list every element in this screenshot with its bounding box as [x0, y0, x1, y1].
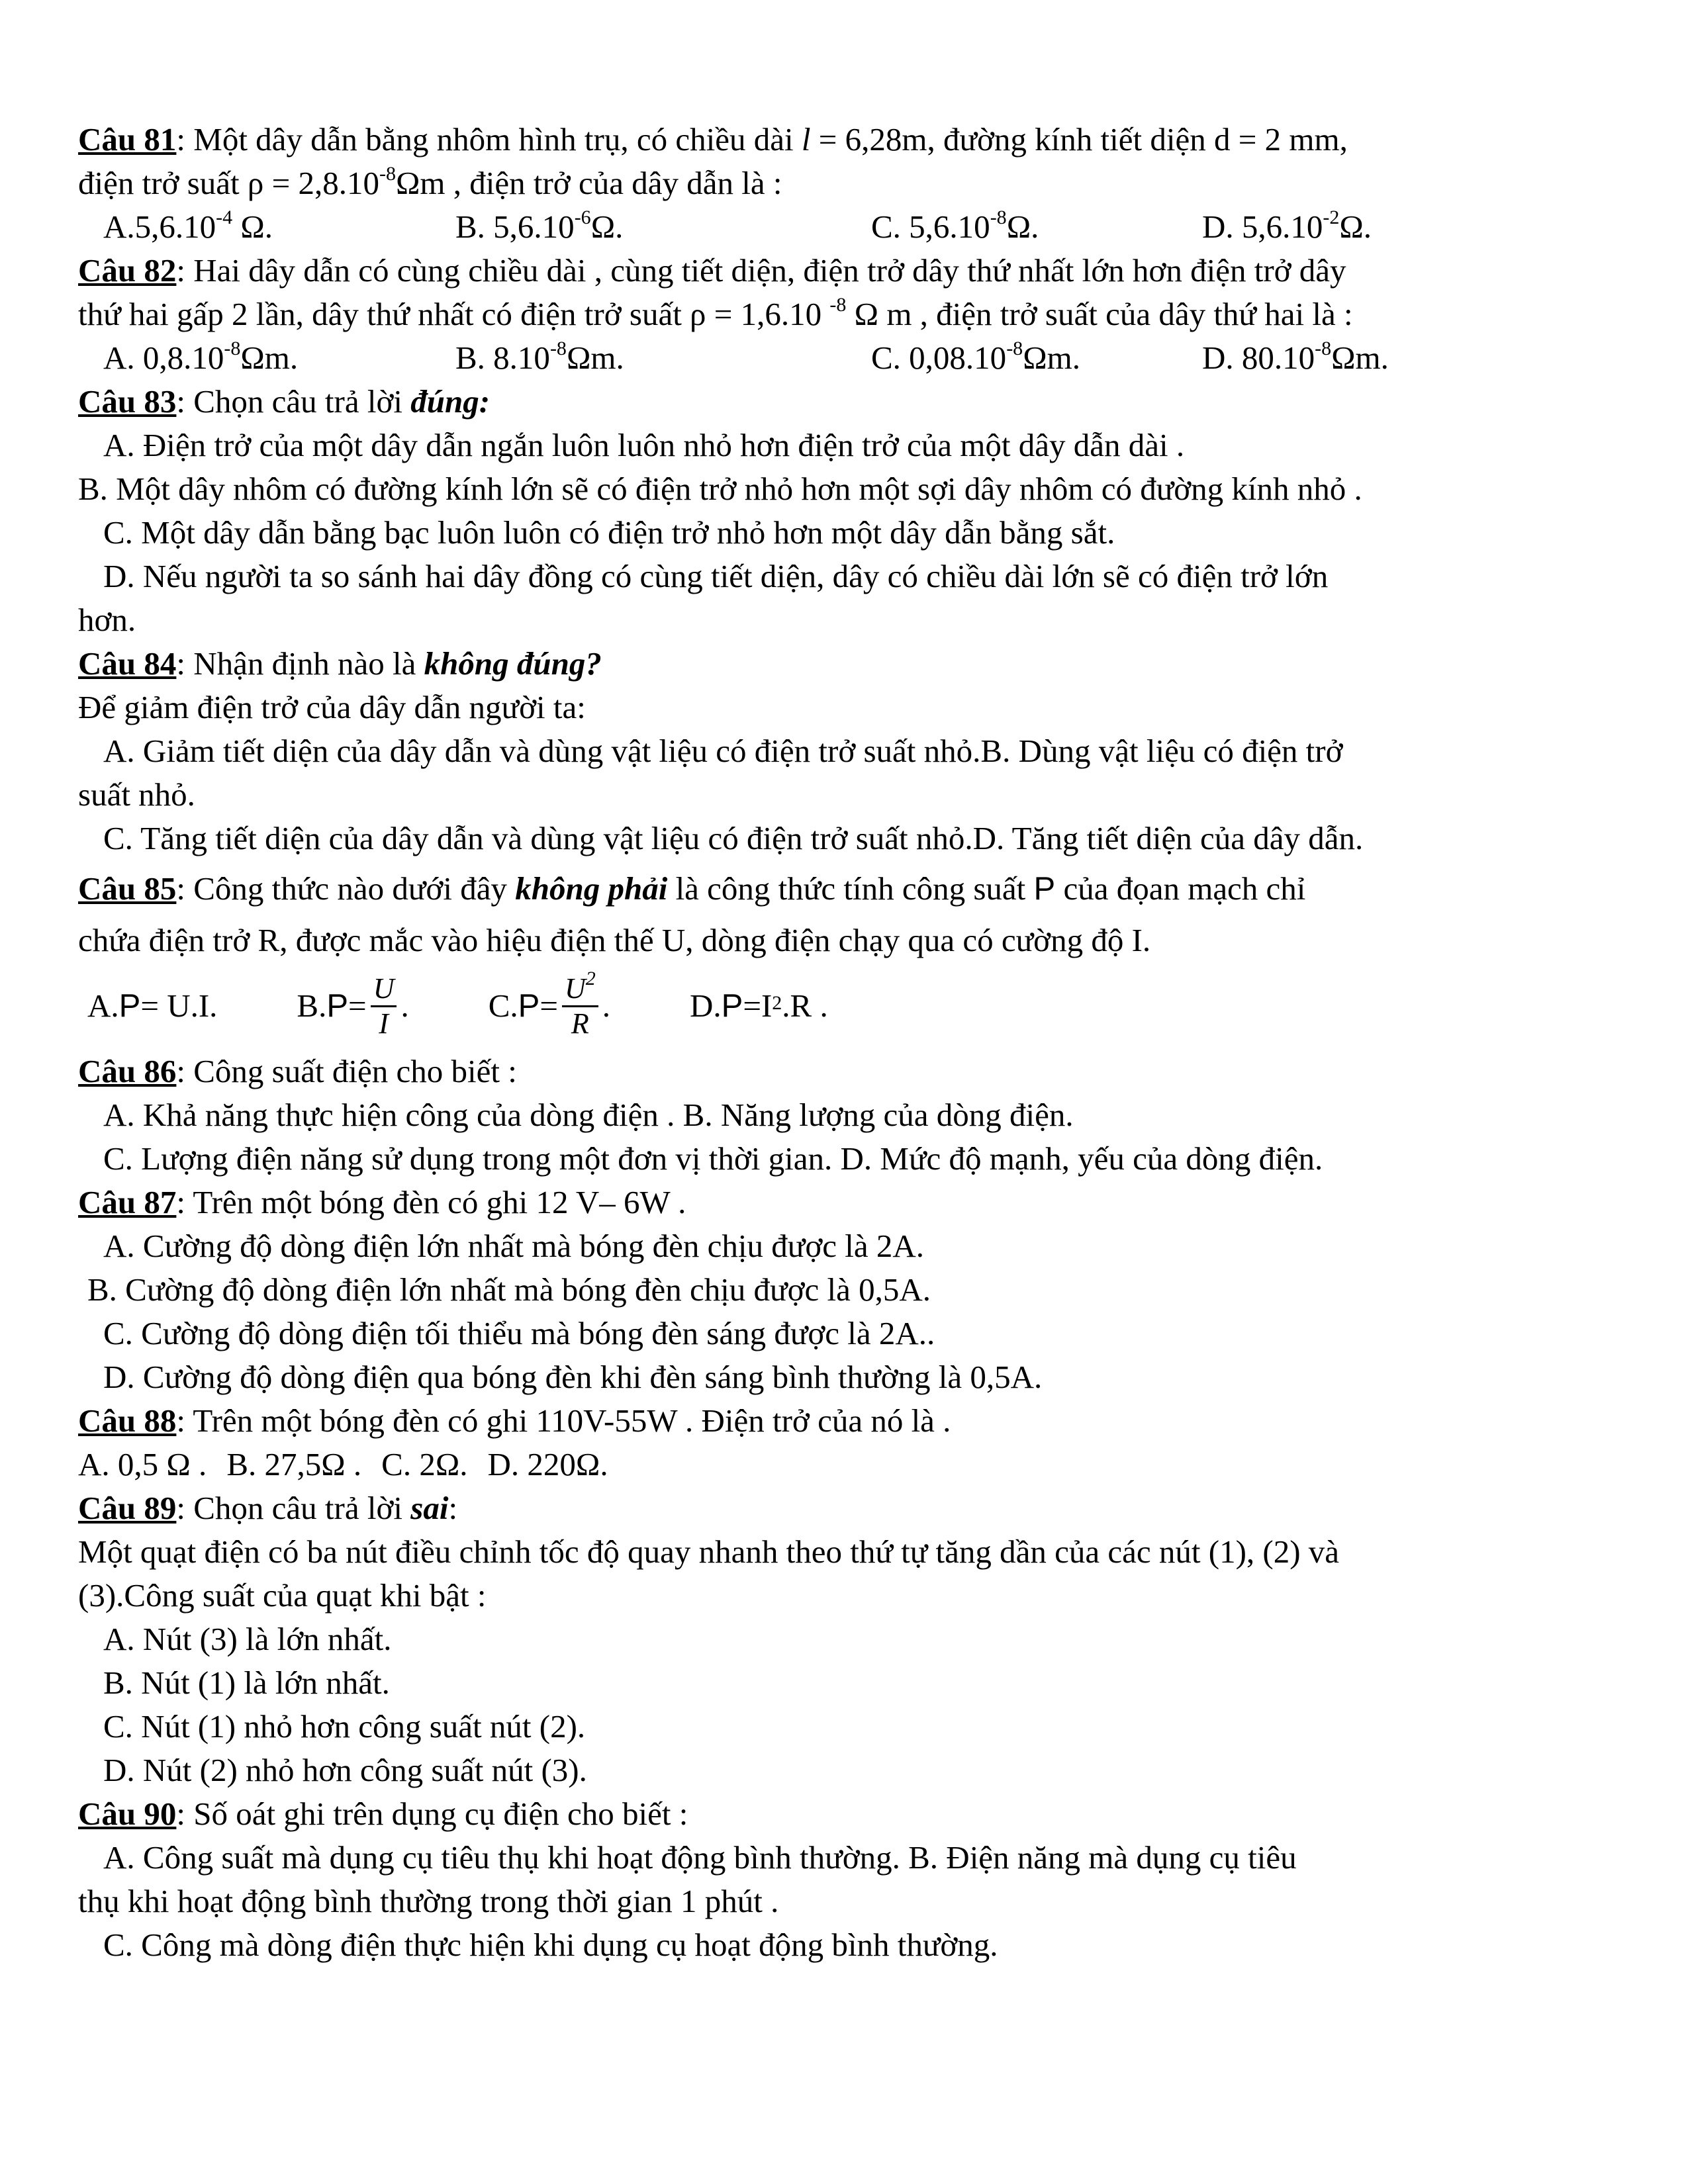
question-83-option-b: B. Một dây nhôm có đường kính lớn sẽ có điện trở nhỏ hơn một sợi dây nhôm có đường kính nhỏ .: [78, 471, 1362, 507]
question-81-option-d: D. $5,6.10^{-2}\Omega$.: [1202, 206, 1372, 245]
question-87-option-c: C. Cường độ dòng điện tối thiểu mà bóng đèn sáng được là 2A..: [103, 1315, 935, 1351]
question-85-stem-line-2: chứa điện trở R, được mắc vào hiệu điện thế U, dòng điện chạy qua có cường độ I.: [78, 922, 1151, 958]
question-83-option-d: D. Nếu người ta so sánh hai dây đồng có cùng tiết diện, dây có chiều dài lớn sẽ có điện trở lớn: [103, 558, 1329, 594]
question-82-option-c: C. $0,08.10^{-8}\Omega m$.: [871, 337, 1080, 376]
question-81-options: [78, 205, 1615, 249]
question-89-intro: Một quạt điện có ba nút điều chỉnh tốc độ quay nhanh theo thứ tự tăng dần của các nút (1), (2) và: [78, 1533, 1340, 1570]
question-88-option-b: B. 27,5Ω .: [226, 1446, 362, 1482]
question-82-option-b: B. $8.10^{-8}\Omega m$.: [455, 337, 624, 376]
question-81-option-c: C. $5,6.10^{-8}\Omega$.: [871, 206, 1039, 245]
question-81-stem-line-1: Câu 81: Một dây dẫn bằng nhôm hình trụ, có chiều dài l = 6,28m, đường kính tiết diện d = 2 mm,: [78, 121, 1348, 158]
question-85-option-a: A. P = U.I.: [87, 987, 218, 1024]
question-88-options: [78, 1443, 1615, 1486]
question-84-options-ab-cont: suất nhỏ.: [78, 776, 195, 813]
question-90-label: Câu 90: [78, 1796, 177, 1832]
question-84-options-cd: C. Tăng tiết diện của dây dẫn và dùng vật liệu có điện trở suất nhỏ.D. Tăng tiết diện của dây dẫn.: [103, 820, 1364, 856]
question-83-label: Câu 83: [78, 383, 177, 420]
question-90-option-c: C. Công mà dòng điện thực hiện khi dụng cụ hoạt động bình thường.: [103, 1927, 998, 1963]
fraction-u2-over-r: $\frac{U^2}{R}$: [562, 972, 598, 1040]
question-86-stem: Câu 86: Công suất điện cho biết :: [78, 1053, 517, 1089]
question-82-option-a: A. $0,8.10^{-8}\Omega m$.: [103, 337, 299, 376]
question-86-options-ab: A. Khả năng thực hiện công của dòng điện . B. Năng lượng của dòng điện.: [103, 1097, 1074, 1133]
question-88-option-d: D. 220Ω.: [487, 1446, 608, 1482]
question-90-options-ab-cont: thụ khi hoạt động bình thường trong thời gian 1 phút .: [78, 1883, 779, 1919]
question-84-label: Câu 84: [78, 645, 177, 682]
question-82-stem-line-2: thứ hai gấp 2 lần, dây thứ nhất có điện trở suất ρ = 1,6.10 $^{-8}$ Ω m , điện trở suất của dây thứ hai là :: [78, 293, 1353, 332]
question-83-option-a: A. Điện trở của một dây dẫn ngắn luôn luôn nhỏ hơn điện trở của một dây dẫn dài .: [103, 427, 1185, 463]
question-87-option-a: A. Cường độ dòng điện lớn nhất mà bóng đèn chịu được là 2A.: [103, 1228, 924, 1264]
question-89-option-b: B. Nút (1) là lớn nhất.: [103, 1664, 390, 1701]
question-83-option-d-cont: hơn.: [78, 602, 136, 638]
question-84-stem: Câu 84: Nhận định nào là không đúng?: [78, 645, 602, 682]
question-85-option-c: C. P = $\frac{U^2}{R}$ .: [488, 967, 611, 1040]
question-83-option-c: C. Một dây dẫn bằng bạc luôn luôn có điện trở nhỏ hơn một dây dẫn bằng sắt.: [103, 514, 1115, 551]
question-88-option-c: C. 2Ω.: [381, 1446, 468, 1482]
question-81-stem-line-2: điện trở suất $\rho = 2,8.10^{-8}\Omega m$ , điện trở của dây dẫn là :: [78, 162, 782, 201]
question-84-intro: Để giảm điện trở của dây dẫn người ta:: [78, 689, 586, 725]
question-89-stem: Câu 89: Chọn câu trả lời sai:: [78, 1490, 458, 1526]
question-87-label: Câu 87: [78, 1184, 177, 1220]
question-89-option-c: C. Nút (1) nhỏ hơn công suất nút (2).: [103, 1708, 586, 1745]
question-82-label: Câu 82: [78, 252, 177, 289]
question-88-stem: Câu 88: Trên một bóng đèn có ghi 110V-55W . Điện trở của nó là .: [78, 1402, 951, 1439]
question-82-options: [78, 336, 1615, 380]
question-87-stem: Câu 87: Trên một bóng đèn có ghi 12 V– 6W .: [78, 1184, 686, 1220]
question-90-options-ab: A. Công suất mà dụng cụ tiêu thụ khi hoạt động bình thường. B. Điện năng mà dụng cụ tiêu: [103, 1839, 1297, 1876]
question-84-options-ab: A. Giảm tiết diện của dây dẫn và dùng vật liệu có điện trở suất nhỏ.B. Dùng vật liệu có điện trở: [103, 733, 1343, 769]
question-85-label: Câu 85: [78, 870, 177, 907]
question-87-option-d: D. Cường độ dòng điện qua bóng đèn khi đèn sáng bình thường là 0,5A.: [103, 1359, 1043, 1395]
question-87-option-b: B. Cường độ dòng điện lớn nhất mà bóng đèn chịu được là 0,5A.: [87, 1271, 931, 1308]
question-85-option-b: B. P = $\frac{U}{I}$ .: [297, 972, 409, 1040]
question-88-label: Câu 88: [78, 1402, 177, 1439]
question-89-option-a: A. Nút (3) là lớn nhất.: [103, 1621, 392, 1657]
question-83-stem: Câu 83: Chọn câu trả lời đúng:: [78, 383, 491, 420]
question-89-label: Câu 89: [78, 1490, 177, 1526]
question-86-label: Câu 86: [78, 1053, 177, 1089]
question-86-options-cd: C. Lượng điện năng sử dụng trong một đơn vị thời gian. D. Mức độ mạnh, yếu của dòng điện.: [103, 1140, 1323, 1177]
question-85-options: [78, 962, 1615, 1050]
question-90-stem: Câu 90: Số oát ghi trên dụng cụ điện cho biết :: [78, 1796, 688, 1832]
question-88-option-a: A. 0,5 Ω .: [78, 1446, 207, 1482]
fraction-u-over-i: $\frac{U}{I}$: [371, 972, 397, 1040]
question-82-stem-line-1: Câu 82: Hai dây dẫn có cùng chiều dài , cùng tiết diện, điện trở dây thứ nhất lớn hơn điện trở dây: [78, 252, 1346, 289]
question-85-stem-line-1: Câu 85: Công thức nào dưới đây không phải là công thức tính công suất P của đọan mạch chỉ: [78, 870, 1306, 907]
question-81-option-b: B. $5,6.10^{-6}\Omega$.: [455, 206, 624, 245]
question-81-label: Câu 81: [78, 121, 177, 158]
question-85-option-d: D. P =I $^2$ .R .: [690, 987, 828, 1024]
question-82-option-d: D. $80.10^{-8}\Omega m$.: [1202, 337, 1389, 376]
question-89-intro-cont: (3).Công suất của quạt khi bật :: [78, 1577, 487, 1614]
question-81-option-a: $A.5,6.10^{-4}$ Ω.: [103, 206, 273, 245]
question-89-option-d: D. Nút (2) nhỏ hơn công suất nút (3).: [103, 1752, 587, 1788]
